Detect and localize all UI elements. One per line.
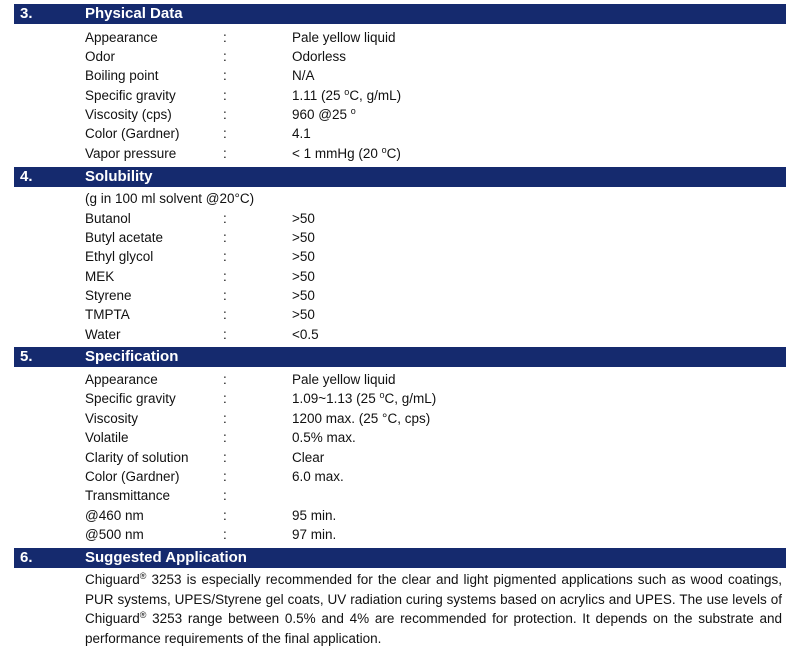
separator: : xyxy=(223,30,227,45)
separator: : xyxy=(223,469,227,484)
solubility-note: (g in 100 ml solvent @20°C) xyxy=(85,191,255,206)
list-item xyxy=(0,372,800,391)
list-item xyxy=(0,30,800,49)
separator: : xyxy=(223,307,227,322)
section-header-specification xyxy=(14,347,786,367)
property-value: 1.11 (25 $^o$C, g/mL) xyxy=(292,87,402,103)
spec-value: 6.0 max. xyxy=(292,469,344,484)
separator: : xyxy=(223,288,227,303)
application-paragraph: Chiguard® 3253 is especially recommended for the clear and light pigmented applications such as wood coatings, PUR systems, UPES/Styrene gel coats, UV radiation curing systems based on acrylics and UPES. The use levels of Chiguard® 3253 range between 0.5% and 4% are recommended for protection. It depends on the substrate and performance requirements of the final application. xyxy=(85,571,782,646)
spec-value: 1200 max. (25 °C, cps) xyxy=(292,411,431,426)
property-value: 960 @25 $^o$ xyxy=(292,106,356,122)
spec-label: Transmittance xyxy=(85,488,171,503)
solvent-label: Water xyxy=(85,327,121,342)
separator: : xyxy=(223,411,227,426)
spec-value: Clear xyxy=(292,450,325,465)
separator: : xyxy=(223,126,227,141)
list-item xyxy=(0,211,800,230)
spec-label: Viscosity xyxy=(85,411,139,426)
section-number: 5. xyxy=(20,348,33,365)
spec-label: Appearance xyxy=(85,372,158,387)
separator: : xyxy=(223,146,227,161)
list-item xyxy=(0,68,800,87)
section-title: Physical Data xyxy=(85,5,183,22)
spec-label: Color (Gardner) xyxy=(85,469,180,484)
section-number: 6. xyxy=(20,549,33,566)
property-label: Odor xyxy=(85,49,116,64)
section-header-suggested-application xyxy=(14,548,786,568)
spec-value: 97 min. xyxy=(292,527,337,542)
list-item xyxy=(0,527,800,546)
list-item xyxy=(0,391,800,410)
solvent-label: Styrene xyxy=(85,288,132,303)
property-value: Pale yellow liquid xyxy=(292,30,396,45)
separator: : xyxy=(223,107,227,122)
separator: : xyxy=(223,230,227,245)
list-item xyxy=(0,288,800,307)
list-item xyxy=(0,126,800,145)
spec-value: 1.09~1.13 (25 $^o$C, g/mL) xyxy=(292,390,437,406)
solvent-label: Butyl acetate xyxy=(85,230,164,245)
list-item xyxy=(0,411,800,430)
property-label: Specific gravity xyxy=(85,88,176,103)
property-value: Odorless xyxy=(292,49,347,64)
property-value: N/A xyxy=(292,68,315,83)
list-item xyxy=(0,430,800,449)
solvent-label: MEK xyxy=(85,269,115,284)
list-item xyxy=(0,249,800,268)
list-item xyxy=(0,107,800,126)
spec-value: 0.5% max. xyxy=(292,430,356,445)
section-title: Suggested Application xyxy=(85,549,247,566)
spec-value: 95 min. xyxy=(292,508,337,523)
separator: : xyxy=(223,430,227,445)
solubility-value: >50 xyxy=(292,307,315,322)
separator: : xyxy=(223,249,227,264)
solubility-value: >50 xyxy=(292,230,315,245)
property-label: Vapor pressure xyxy=(85,146,177,161)
property-label: Boiling point xyxy=(85,68,159,83)
separator: : xyxy=(223,327,227,342)
property-value: 4.1 xyxy=(292,126,311,141)
separator: : xyxy=(223,488,227,503)
list-item xyxy=(0,450,800,469)
property-value: < 1 mmHg (20 $^o$C) xyxy=(292,145,401,161)
separator: : xyxy=(223,450,227,465)
section-number: 4. xyxy=(20,168,33,185)
property-label: Color (Gardner) xyxy=(85,126,180,141)
list-item xyxy=(0,307,800,326)
list-item xyxy=(0,469,800,488)
list-item xyxy=(0,488,800,507)
list-item xyxy=(0,269,800,288)
list-item xyxy=(0,146,800,165)
solubility-value: >50 xyxy=(292,269,315,284)
separator: : xyxy=(223,269,227,284)
separator: : xyxy=(223,88,227,103)
spec-label: @500 nm xyxy=(85,527,144,542)
separator: : xyxy=(223,68,227,83)
section-header-solubility xyxy=(14,167,786,187)
section-number: 3. xyxy=(20,5,33,22)
solvent-label: TMPTA xyxy=(85,307,130,322)
spec-value: Pale yellow liquid xyxy=(292,372,396,387)
list-item xyxy=(0,88,800,107)
solubility-value: >50 xyxy=(292,288,315,303)
solvent-label: Butanol xyxy=(85,211,131,226)
separator: : xyxy=(223,49,227,64)
list-item xyxy=(0,49,800,68)
list-item xyxy=(0,327,800,346)
list-item xyxy=(0,508,800,527)
solubility-value: >50 xyxy=(292,249,315,264)
spec-label: Clarity of solution xyxy=(85,450,189,465)
solubility-value: <0.5 xyxy=(292,327,319,342)
section-title: Solubility xyxy=(85,168,153,185)
spec-label: Volatile xyxy=(85,430,129,445)
separator: : xyxy=(223,372,227,387)
spec-label: Specific gravity xyxy=(85,391,176,406)
list-item xyxy=(0,230,800,249)
separator: : xyxy=(223,527,227,542)
property-label: Viscosity (cps) xyxy=(85,107,172,122)
solubility-value: >50 xyxy=(292,211,315,226)
property-label: Appearance xyxy=(85,30,158,45)
spec-label: @460 nm xyxy=(85,508,144,523)
separator: : xyxy=(223,211,227,226)
separator: : xyxy=(223,391,227,406)
section-header-physical-data xyxy=(14,4,786,24)
solvent-label: Ethyl glycol xyxy=(85,249,154,264)
separator: : xyxy=(223,508,227,523)
section-title: Specification xyxy=(85,348,179,365)
